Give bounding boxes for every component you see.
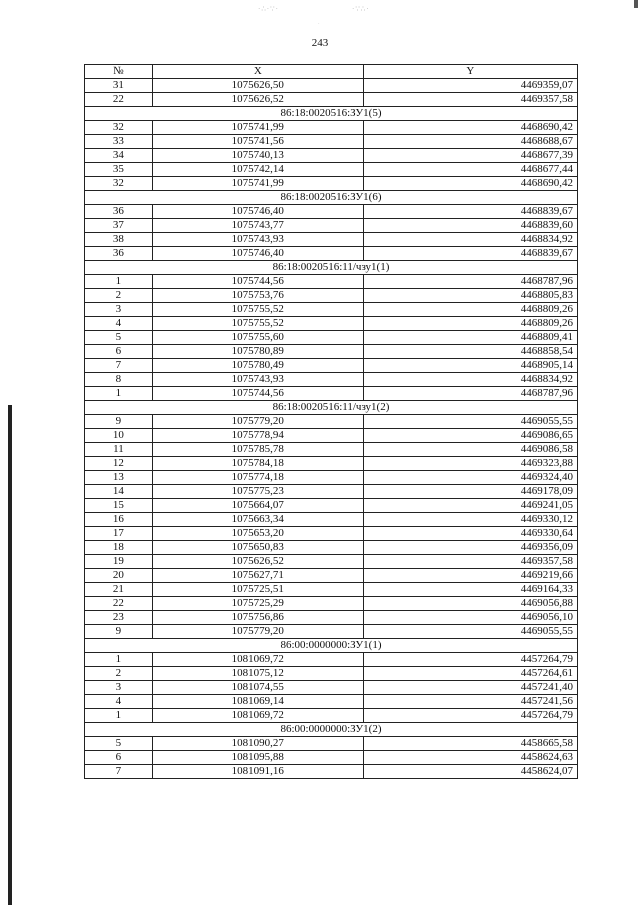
cell-x: 1075774,18 xyxy=(152,471,363,485)
table-row xyxy=(85,597,578,611)
cell-y: 4458665,58 xyxy=(363,737,577,751)
cell-x: 1075744,56 xyxy=(152,275,363,289)
cell-point-number: 32 xyxy=(85,121,153,135)
cell-point-number: 21 xyxy=(85,583,153,597)
cell-point-number: 8 xyxy=(85,373,153,387)
cell-point-number: 22 xyxy=(85,597,153,611)
table-row xyxy=(85,611,578,625)
cell-point-number: 36 xyxy=(85,205,153,219)
cell-point-number: 37 xyxy=(85,219,153,233)
table-row xyxy=(85,667,578,681)
cell-y: 4468677,44 xyxy=(363,163,577,177)
table-row xyxy=(85,625,578,639)
section-row xyxy=(85,639,578,653)
cell-y: 4469178,09 xyxy=(363,485,577,499)
table-row xyxy=(85,345,578,359)
cell-y: 4469219,66 xyxy=(363,569,577,583)
cell-point-number: 22 xyxy=(85,93,153,107)
cell-x: 1075755,52 xyxy=(152,303,363,317)
section-title: 86:18:0020516:11/чзу1(1) xyxy=(85,261,578,275)
cell-x: 1075741,99 xyxy=(152,121,363,135)
cell-point-number: 5 xyxy=(85,737,153,751)
cell-y: 4468839,60 xyxy=(363,219,577,233)
table-row xyxy=(85,205,578,219)
cell-x: 1081095,88 xyxy=(152,751,363,765)
cell-point-number: 6 xyxy=(85,751,153,765)
cell-point-number: 38 xyxy=(85,233,153,247)
table-row xyxy=(85,359,578,373)
table-row xyxy=(85,709,578,723)
cell-x: 1075779,20 xyxy=(152,625,363,639)
table-row xyxy=(85,373,578,387)
cell-point-number: 20 xyxy=(85,569,153,583)
scan-binding-edge xyxy=(8,405,12,905)
table-row xyxy=(85,443,578,457)
cell-y: 4469086,65 xyxy=(363,429,577,443)
cell-x: 1081074,55 xyxy=(152,681,363,695)
table-row xyxy=(85,233,578,247)
table-row xyxy=(85,457,578,471)
cell-x: 1075741,99 xyxy=(152,177,363,191)
table-row xyxy=(85,331,578,345)
section-row xyxy=(85,723,578,737)
cell-y: 4468834,92 xyxy=(363,373,577,387)
cell-y: 4468834,92 xyxy=(363,233,577,247)
table-row xyxy=(85,135,578,149)
column-header-y: Y xyxy=(363,65,577,79)
cell-point-number: 1 xyxy=(85,709,153,723)
cell-point-number: 32 xyxy=(85,177,153,191)
cell-point-number: 19 xyxy=(85,555,153,569)
cell-y: 4468858,54 xyxy=(363,345,577,359)
cell-point-number: 16 xyxy=(85,513,153,527)
cell-x: 1081069,72 xyxy=(152,709,363,723)
table-row xyxy=(85,247,578,261)
cell-y: 4468809,26 xyxy=(363,317,577,331)
table-row xyxy=(85,513,578,527)
table-row xyxy=(85,541,578,555)
cell-x: 1075778,94 xyxy=(152,429,363,443)
cell-y: 4469241,05 xyxy=(363,499,577,513)
cell-point-number: 3 xyxy=(85,681,153,695)
table-row xyxy=(85,317,578,331)
cell-y: 4468677,39 xyxy=(363,149,577,163)
cell-point-number: 1 xyxy=(85,275,153,289)
cell-point-number: 36 xyxy=(85,247,153,261)
cell-point-number: 11 xyxy=(85,443,153,457)
table-row xyxy=(85,695,578,709)
cell-x: 1075626,52 xyxy=(152,555,363,569)
cell-y: 4468839,67 xyxy=(363,205,577,219)
cell-x: 1075653,20 xyxy=(152,527,363,541)
cell-y: 4469357,58 xyxy=(363,555,577,569)
cell-x: 1081091,16 xyxy=(152,765,363,779)
cell-x: 1081075,12 xyxy=(152,667,363,681)
table-row xyxy=(85,569,578,583)
table-header-row xyxy=(85,65,578,79)
cell-point-number: 1 xyxy=(85,387,153,401)
cell-x: 1075743,93 xyxy=(152,233,363,247)
cell-point-number: 12 xyxy=(85,457,153,471)
cell-point-number: 13 xyxy=(85,471,153,485)
cell-x: 1075650,83 xyxy=(152,541,363,555)
section-row xyxy=(85,191,578,205)
table-row xyxy=(85,751,578,765)
cell-y: 4469323,88 xyxy=(363,457,577,471)
cell-x: 1075755,60 xyxy=(152,331,363,345)
cell-point-number: 5 xyxy=(85,331,153,345)
cell-y: 4469356,09 xyxy=(363,541,577,555)
cell-y: 4457264,79 xyxy=(363,709,577,723)
page-number: 243 xyxy=(311,37,329,49)
cell-y: 4468839,67 xyxy=(363,247,577,261)
scan-artifact: ·∴·∵· xyxy=(258,5,279,13)
cell-point-number: 9 xyxy=(85,625,153,639)
table-row xyxy=(85,765,578,779)
cell-y: 4469330,64 xyxy=(363,527,577,541)
cell-x: 1075626,52 xyxy=(152,93,363,107)
cell-y: 4468809,26 xyxy=(363,303,577,317)
table-row xyxy=(85,737,578,751)
section-title: 86:18:0020516:11/чзу1(2) xyxy=(85,401,578,415)
cell-point-number: 17 xyxy=(85,527,153,541)
cell-x: 1075663,34 xyxy=(152,513,363,527)
cell-y: 4468905,14 xyxy=(363,359,577,373)
cell-y: 4457241,40 xyxy=(363,681,577,695)
cell-x: 1075627,71 xyxy=(152,569,363,583)
table-row xyxy=(85,303,578,317)
table-row xyxy=(85,163,578,177)
cell-x: 1075746,40 xyxy=(152,247,363,261)
cell-y: 4469359,07 xyxy=(363,79,577,93)
cell-x: 1075740,13 xyxy=(152,149,363,163)
table-body xyxy=(85,79,578,779)
cell-point-number: 31 xyxy=(85,79,153,93)
section-row xyxy=(85,401,578,415)
cell-x: 1081090,27 xyxy=(152,737,363,751)
cell-point-number: 14 xyxy=(85,485,153,499)
scan-artifact: ·∵∴· xyxy=(352,5,370,13)
cell-point-number: 9 xyxy=(85,415,153,429)
cell-x: 1075725,51 xyxy=(152,583,363,597)
cell-x: 1075785,78 xyxy=(152,443,363,457)
cell-point-number: 33 xyxy=(85,135,153,149)
cell-x: 1075743,77 xyxy=(152,219,363,233)
cell-point-number: 2 xyxy=(85,667,153,681)
cell-point-number: 3 xyxy=(85,303,153,317)
cell-point-number: 7 xyxy=(85,765,153,779)
table-row xyxy=(85,681,578,695)
cell-y: 4469164,33 xyxy=(363,583,577,597)
table-row xyxy=(85,653,578,667)
cell-x: 1075753,76 xyxy=(152,289,363,303)
section-title: 86:00:0000000:ЗУ1(1) xyxy=(85,639,578,653)
section-title: 86:00:0000000:ЗУ1(2) xyxy=(85,723,578,737)
table-row xyxy=(85,485,578,499)
cell-y: 4457264,79 xyxy=(363,653,577,667)
cell-point-number: 23 xyxy=(85,611,153,625)
cell-point-number: 2 xyxy=(85,289,153,303)
cell-x: 1075746,40 xyxy=(152,205,363,219)
cell-x: 1075626,50 xyxy=(152,79,363,93)
cell-x: 1075780,49 xyxy=(152,359,363,373)
cell-y: 4468690,42 xyxy=(363,177,577,191)
table-row xyxy=(85,429,578,443)
cell-y: 4468809,41 xyxy=(363,331,577,345)
cell-y: 4469055,55 xyxy=(363,415,577,429)
table-row xyxy=(85,149,578,163)
cell-point-number: 10 xyxy=(85,429,153,443)
cell-x: 1075744,56 xyxy=(152,387,363,401)
cell-x: 1075725,29 xyxy=(152,597,363,611)
cell-x: 1075756,86 xyxy=(152,611,363,625)
cell-y: 4469055,55 xyxy=(363,625,577,639)
table-row xyxy=(85,387,578,401)
scan-corner-mark xyxy=(634,0,638,8)
cell-y: 4469086,58 xyxy=(363,443,577,457)
table-row xyxy=(85,177,578,191)
cell-x: 1075779,20 xyxy=(152,415,363,429)
cell-point-number: 7 xyxy=(85,359,153,373)
cell-y: 4457241,56 xyxy=(363,695,577,709)
cell-x: 1075741,56 xyxy=(152,135,363,149)
table-row xyxy=(85,93,578,107)
cell-y: 4457264,61 xyxy=(363,667,577,681)
cell-y: 4469056,88 xyxy=(363,597,577,611)
table-row xyxy=(85,555,578,569)
table-row xyxy=(85,219,578,233)
column-header-x: X xyxy=(152,65,363,79)
column-header-number: № xyxy=(85,65,153,79)
table-row xyxy=(85,79,578,93)
section-row xyxy=(85,107,578,121)
cell-x: 1075780,89 xyxy=(152,345,363,359)
cell-y: 4458624,07 xyxy=(363,765,577,779)
cell-y: 4468690,42 xyxy=(363,121,577,135)
section-title: 86:18:0020516:ЗУ1(5) xyxy=(85,107,578,121)
table-row xyxy=(85,527,578,541)
table-row xyxy=(85,415,578,429)
cell-point-number: 6 xyxy=(85,345,153,359)
table-row xyxy=(85,275,578,289)
cell-y: 4468787,96 xyxy=(363,275,577,289)
table-row xyxy=(85,121,578,135)
cell-y: 4468805,83 xyxy=(363,289,577,303)
cell-y: 4469330,12 xyxy=(363,513,577,527)
cell-y: 4469056,10 xyxy=(363,611,577,625)
table-row xyxy=(85,499,578,513)
cell-x: 1081069,72 xyxy=(152,653,363,667)
cell-point-number: 15 xyxy=(85,499,153,513)
cell-x: 1081069,14 xyxy=(152,695,363,709)
scan-artifact: · xyxy=(318,22,321,27)
section-title: 86:18:0020516:ЗУ1(6) xyxy=(85,191,578,205)
cell-point-number: 1 xyxy=(85,653,153,667)
cell-point-number: 4 xyxy=(85,317,153,331)
cell-point-number: 35 xyxy=(85,163,153,177)
cell-x: 1075755,52 xyxy=(152,317,363,331)
table-row xyxy=(85,583,578,597)
cell-point-number: 4 xyxy=(85,695,153,709)
cell-y: 4469324,40 xyxy=(363,471,577,485)
cell-y: 4468688,67 xyxy=(363,135,577,149)
section-row xyxy=(85,261,578,275)
cell-x: 1075742,14 xyxy=(152,163,363,177)
cell-y: 4469357,58 xyxy=(363,93,577,107)
cell-y: 4458624,63 xyxy=(363,751,577,765)
cell-x: 1075784,18 xyxy=(152,457,363,471)
cell-x: 1075775,23 xyxy=(152,485,363,499)
cell-point-number: 34 xyxy=(85,149,153,163)
cell-x: 1075664,07 xyxy=(152,499,363,513)
cell-x: 1075743,93 xyxy=(152,373,363,387)
table-row xyxy=(85,289,578,303)
cell-y: 4468787,96 xyxy=(363,387,577,401)
coordinates-table xyxy=(84,64,578,779)
table-row xyxy=(85,471,578,485)
cell-point-number: 18 xyxy=(85,541,153,555)
